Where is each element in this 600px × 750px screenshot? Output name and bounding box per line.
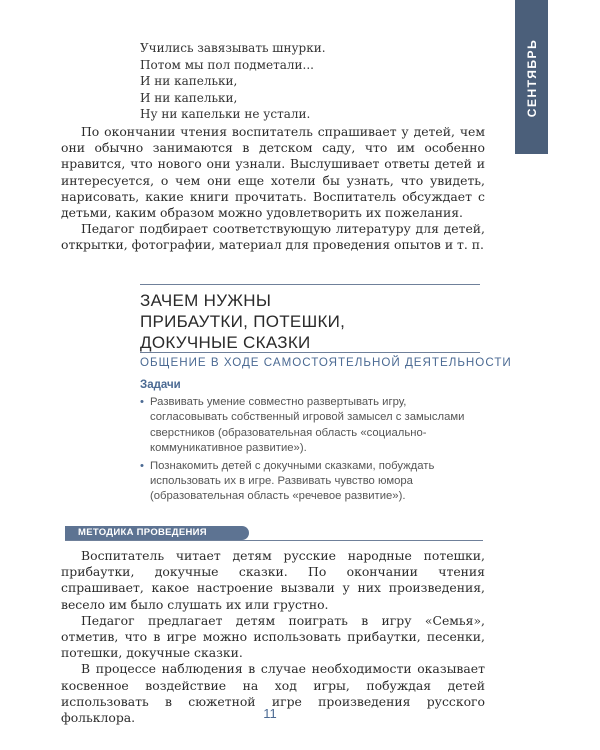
task-text: Познакомить детей с докучными сказками, побуждать использовать их в игре. Развивать чувство юмора (образовательная область «речевое развитие»). xyxy=(150,459,435,503)
task-item xyxy=(140,395,482,457)
paragraph: Педагог предлагает детям поиграть в игру «Семья», отметив, что в игре можно использовать прибаутки, песенки, потешки, докучные сказки. xyxy=(61,612,485,661)
tasks-heading: Задачи xyxy=(140,379,181,391)
section-top-rule xyxy=(140,284,480,285)
paragraph: По окончании чтения воспитатель спрашивает у детей, чем они обычно занимаются в детском саду, что им особенно нравится, что нового они узнали. Выслушивает ответы детей и интересуется, о чем они еще хотели бы узнать, что увидеть, нарисовать, какие книги прочитать. Воспитатель обсуждает с детьми, каким образом можно удовлетворить их пожелания. xyxy=(61,124,485,221)
paragraph: В процессе наблюдения в случае необходимости оказывает косвенное воздействие на ход игры, побуждая детей использовать в сюжетной игре произведения русского фольклора. xyxy=(61,661,485,726)
page-number: 11 xyxy=(263,706,277,721)
paragraph: Педагог подбирает соответствующую литературу для детей, открытки, фотографии, материал для проведения опытов и т. п. xyxy=(61,221,485,253)
task-item xyxy=(140,459,482,505)
tasks-list xyxy=(140,395,482,507)
section-title-line: ПРИБАУТКИ, ПОТЕШКИ, xyxy=(140,312,346,331)
month-label: СЕНТЯБРЬ xyxy=(524,38,539,118)
method-text xyxy=(61,548,485,726)
poem-line: Ну ни капельки не устали. xyxy=(140,107,311,121)
task-text: Развивать умение совместно развертывать игру, согласовывать собственный игровой замысел с замыслами сверстников (образовательная область «социально-коммуникативное развитие»). xyxy=(150,396,465,455)
bullet-icon: • xyxy=(140,459,144,472)
poem-line: Потом мы пол подметали... xyxy=(140,57,314,72)
bullet-icon: • xyxy=(140,396,144,408)
method-badge: МЕТОДИКА ПРОВЕДЕНИЯ xyxy=(65,526,249,540)
intro-text xyxy=(61,124,485,254)
poem-excerpt xyxy=(140,40,326,123)
poem-line: И ни капельки, xyxy=(140,90,238,105)
section-title xyxy=(140,290,345,353)
poem-line: И ни капельки, xyxy=(140,74,238,88)
method-rule xyxy=(65,540,483,541)
section-title-line: ЗАЧЕМ НУЖНЫ xyxy=(140,291,272,310)
month-side-tab xyxy=(515,0,548,154)
section-title-line: ДОКУЧНЫЕ СКАЗКИ xyxy=(140,333,311,352)
section-mid-rule xyxy=(140,352,480,353)
paragraph: Воспитатель читает детям русские народные потешки, прибаутки, докучные сказки. По окончании чтения спрашивает, какое настроение вызвали у них произведения, весело им было слушать их или грустно. xyxy=(61,548,485,612)
section-subtitle: ОБЩЕНИЕ В ХОДЕ САМОСТОЯТЕЛЬНОЙ ДЕЯТЕЛЬНОСТИ xyxy=(140,356,512,369)
poem-line: Учились завязывать шнурки. xyxy=(140,41,326,55)
